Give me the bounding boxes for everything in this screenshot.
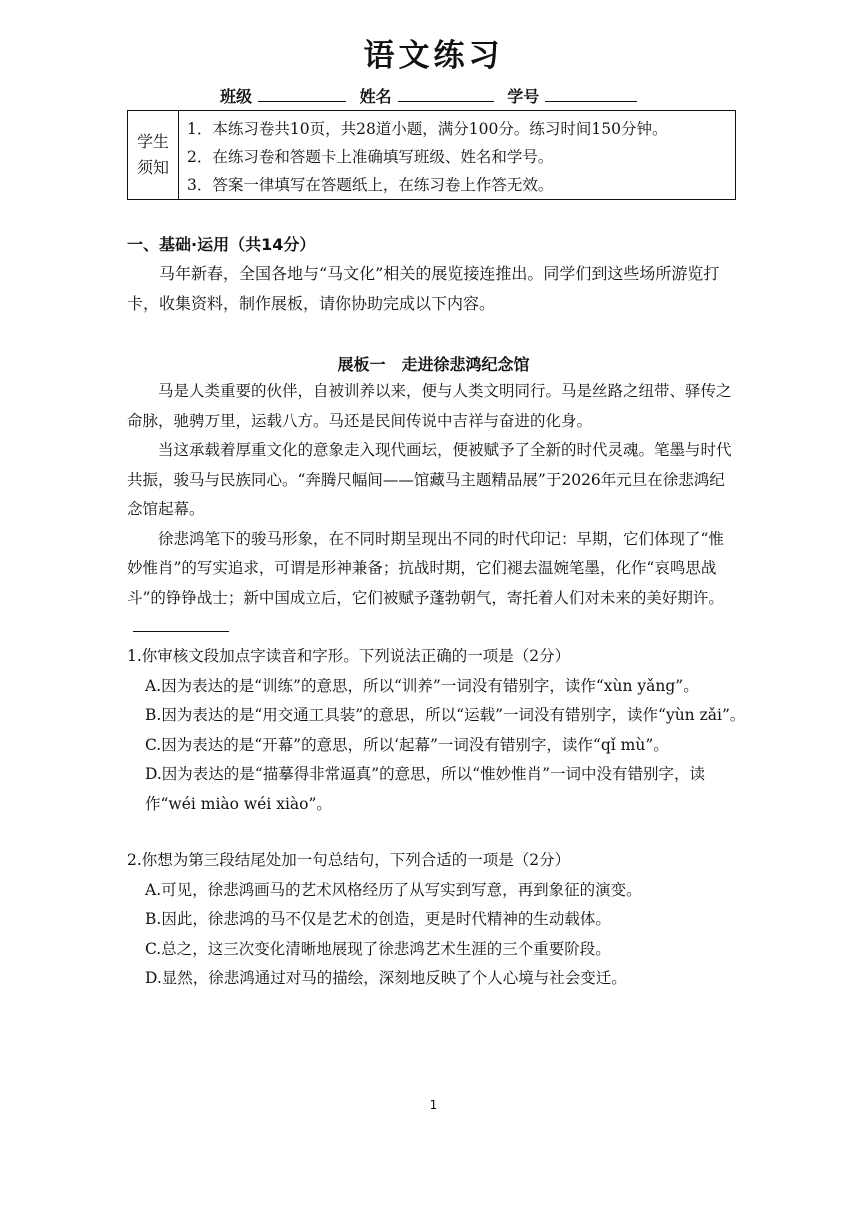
- option-d: D.因为表达的是“描摹得非常逼真”的意思，所以“惟妙惟肖”一词中没有错别字，读作“wéi miào wéi xiào”。: [145, 765, 706, 813]
- section-intro: 马年新春，全国各地与“马文化”相关的展览接连推出。同学们到这些场所游览打卡，收集资料，制作展板，请你协助完成以下内容。: [127, 264, 720, 313]
- section-heading: 一、基础·运用（共14分）: [127, 235, 316, 254]
- passage-paragraph: [127, 525, 739, 643]
- notice-label: [128, 111, 179, 199]
- notice-label-line2: 须知: [136, 158, 169, 177]
- class-label: 班级: [220, 87, 253, 106]
- student-id-label: 学号: [507, 87, 540, 106]
- answer-blank: [133, 615, 229, 632]
- question-stem: 2.你想为第三段结尾处加一句总结句，下列合适的一项是（2分）: [127, 851, 571, 869]
- passage-paragraph: 当这承载着厚重文化的意象走入现代画坛，便被赋予了全新的时代灵魂。笔墨与时代共振，骏马与民族同心。“奔腾尺幅间——馆藏马主题精品展”于2026年元旦在徐悲鸿纪念馆起幕。: [127, 441, 732, 518]
- option-b: B.因此，徐悲鸿的马不仅是艺术的创造，更是时代精神的生动载体。: [145, 910, 611, 928]
- notice-item: 1．本练习卷共10页，共28道小题，满分100分。练习时间150分钟。: [187, 120, 668, 138]
- question-2: [127, 846, 747, 994]
- notice-item: 2．在练习卷和答题卡上准确填写班级、姓名和学号。: [187, 148, 554, 166]
- student-notice-box: [127, 110, 736, 200]
- question-1: [127, 642, 747, 819]
- class-blank: [258, 87, 346, 102]
- notice-label-line1: 学生: [136, 132, 169, 151]
- notice-item: 3．答案一律填写在答题纸上，在练习卷上作答无效。: [187, 176, 554, 194]
- student-info-line: [220, 84, 670, 107]
- option-d: D.显然，徐悲鸿通过对马的描绘，深刻地反映了个人心境与社会变迁。: [145, 969, 627, 987]
- notice-items: [179, 111, 735, 199]
- passage-paragraph: 马是人类重要的伙伴，自被训养以来，便与人类文明同行。马是丝路之纽带、驿传之命脉，驰骋万里，运载八方。马还是民间传说中吉祥与奋进的化身。: [127, 382, 732, 430]
- name-label: 姓名: [359, 87, 392, 106]
- option-a: A.因为表达的是“训练”的意思，所以“训养”一词没有错别字，读作“xùn yǎng”。: [145, 676, 699, 695]
- page-title: 语文练习: [363, 38, 504, 74]
- option-c: C.总之，这三次变化清晰地展现了徐悲鸿艺术生涯的三个重要阶段。: [145, 939, 611, 958]
- student-id-blank: [545, 87, 637, 102]
- question-stem: 1.你审核文段加点字读音和字形。下列说法正确的一项是（2分）: [127, 647, 571, 665]
- option-b: B.因为表达的是“用交通工具装”的意思，所以“运载”一词没有错别字，读作“yùn zǎi”。: [145, 706, 746, 724]
- board-passage: [127, 377, 739, 643]
- option-c: C.因为表达的是“开幕”的意思，所以‘起幕”一词没有错别字，读作“qǐ mù”。: [145, 735, 669, 754]
- option-a: A.可见，徐悲鸿画马的艺术风格经历了从写实到写意，再到象征的演变。: [145, 880, 642, 899]
- board-heading: 展板一 走进徐悲鸿纪念馆: [337, 355, 530, 374]
- name-blank: [398, 87, 494, 102]
- passage-paragraph-text: 徐悲鸿笔下的骏马形象，在不同时期呈现出不同的时代印记：早期，它们体现了“惟妙惟肖”的写实追求，可谓是形神兼备；抗战时期，它们褪去温婉笔墨，化作“哀鸣思战斗”的铮铮战士；新中国成立后，它们被赋予蓬勃朝气，寄托着人们对未来的美好期许。: [127, 529, 724, 607]
- page-number: 1: [429, 1098, 438, 1112]
